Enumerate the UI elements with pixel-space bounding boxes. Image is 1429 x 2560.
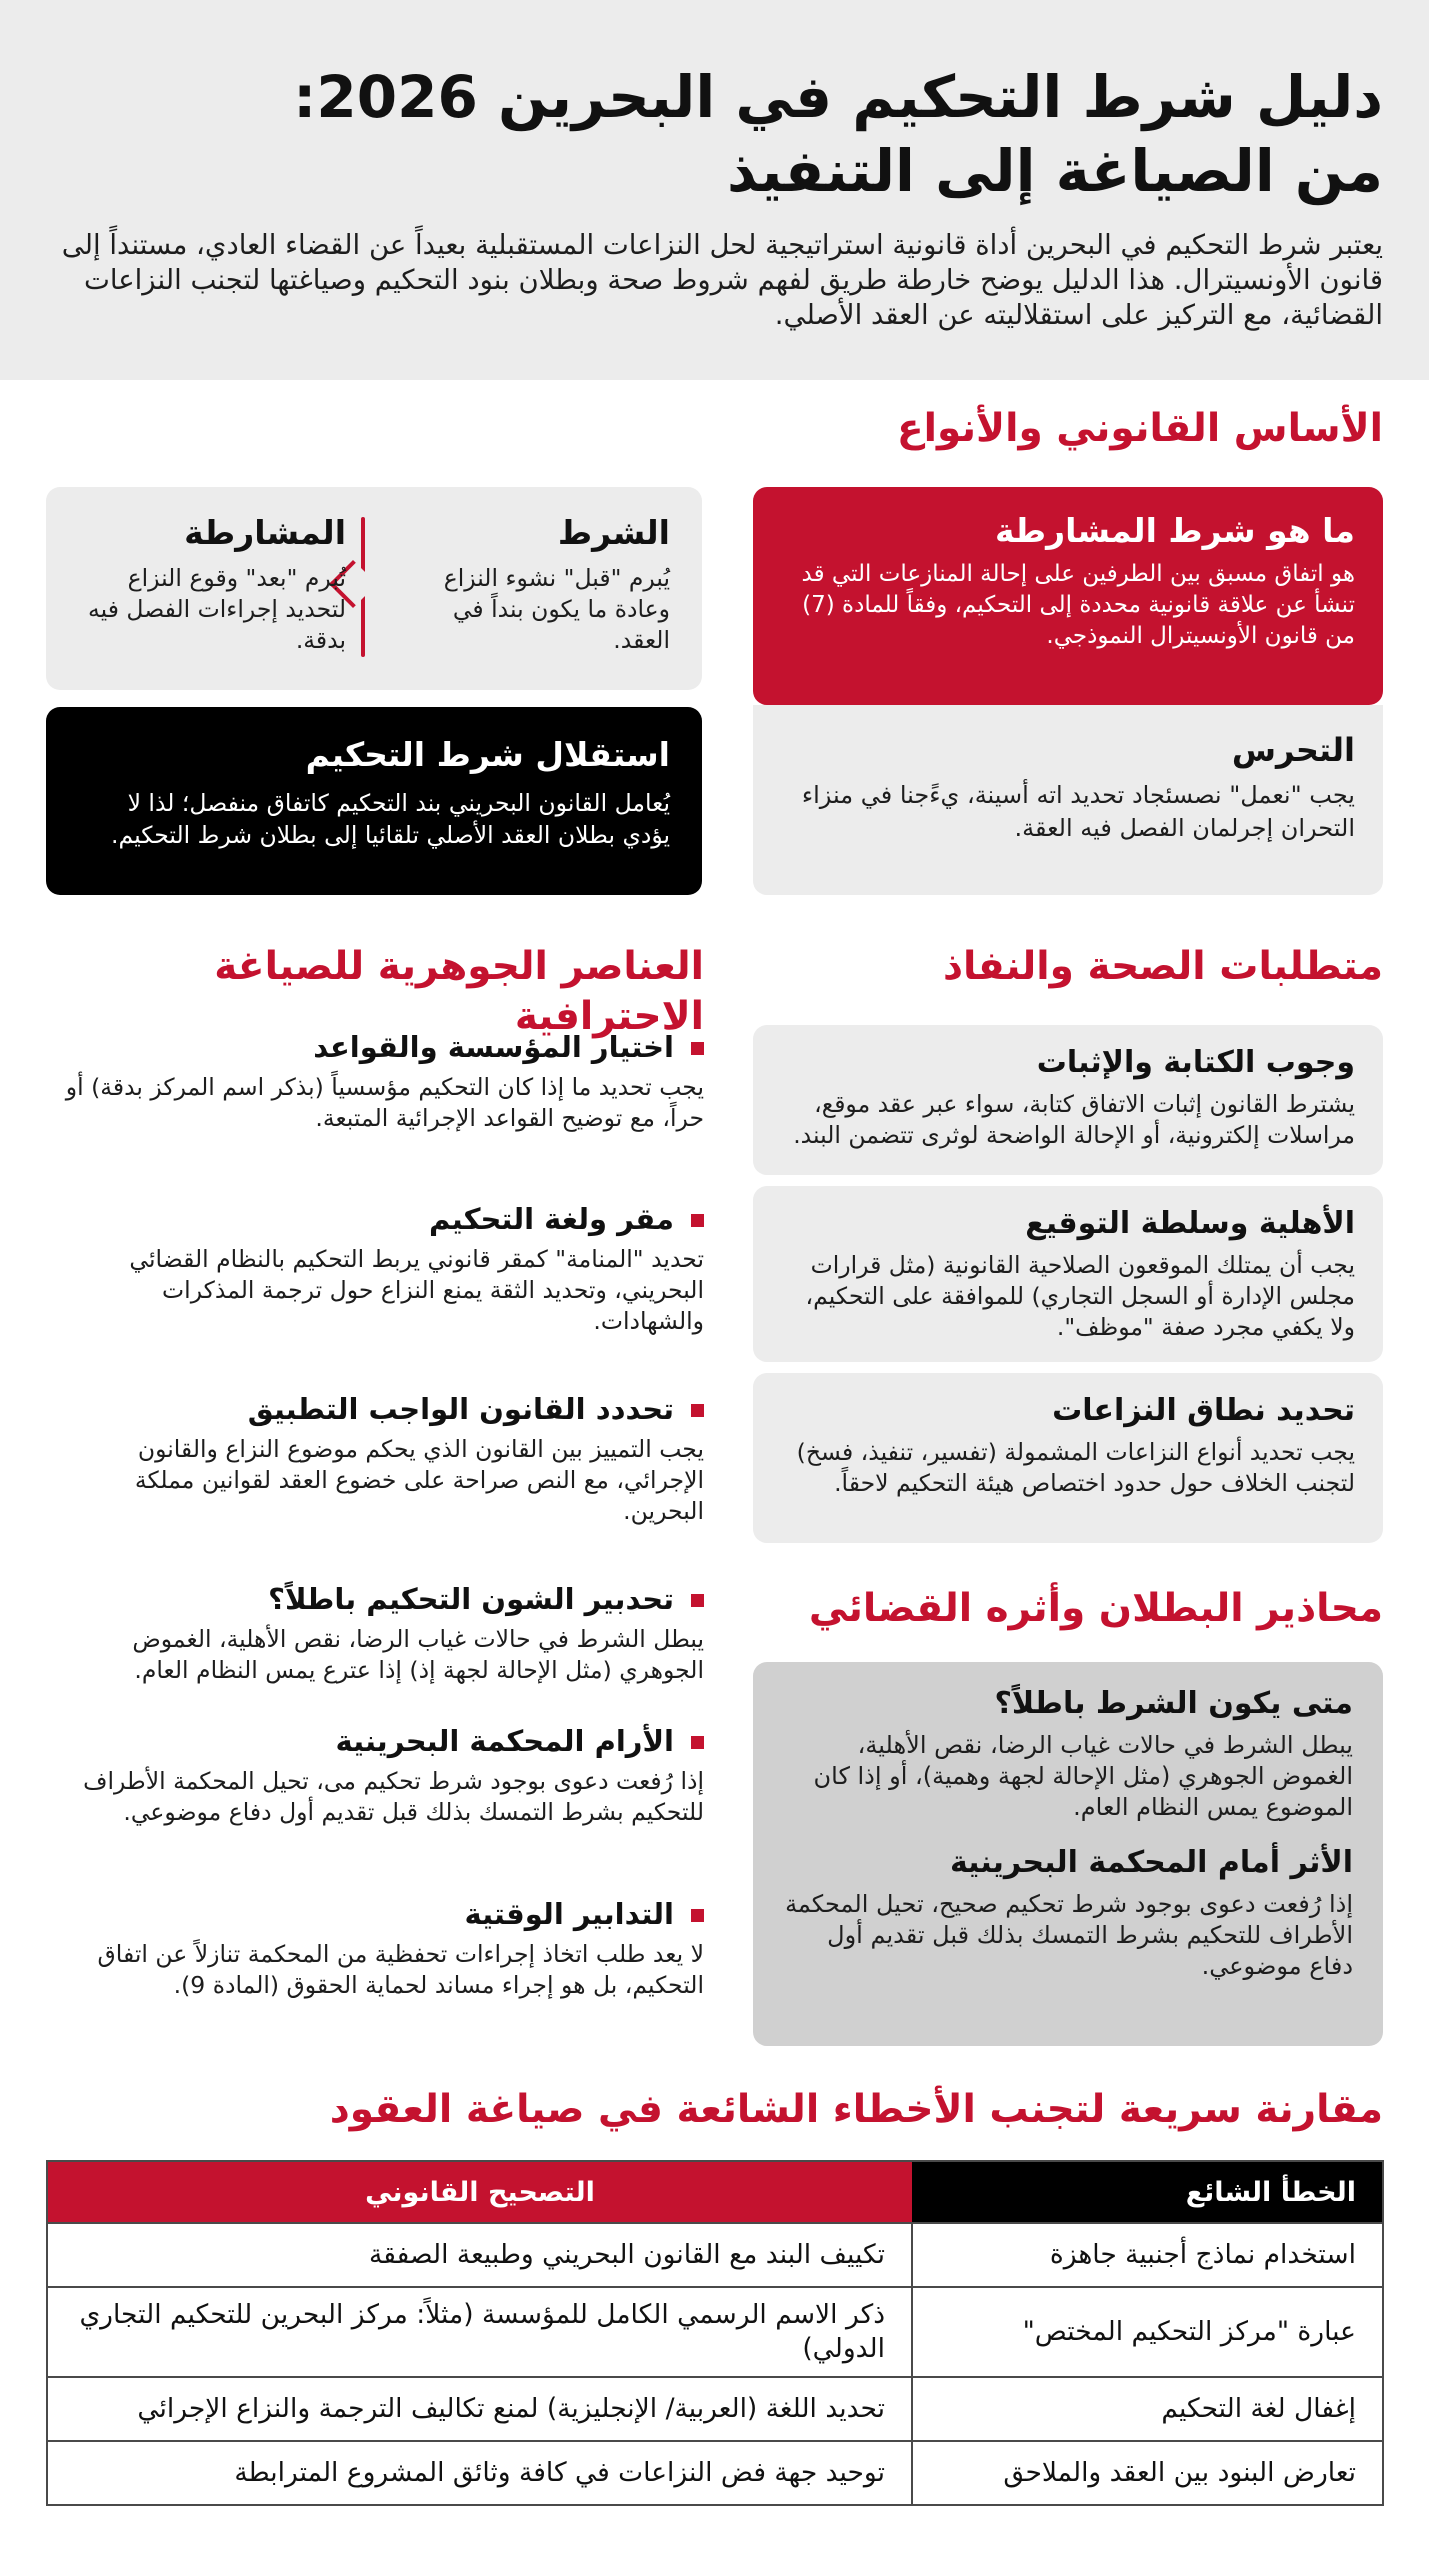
clause-heading: الشرط <box>557 513 670 552</box>
title-line-1: دليل شرط التحكيم في البحرين 2026: <box>293 63 1383 131</box>
clause-text: يُبرم "قبل" نشوء النزاع وعادة ما يكون بنداً في العقد. <box>443 564 670 654</box>
intro-paragraph: يعتبر شرط التحكيم في البحرين أداة قانونية استراتيجية لحل النزاعات المستقبلية بعيداً عن القضاء العادي، مستنداً إلى قانون الأونسيترال. هذا الدليل يوضح خارطة طريق لفهم شروط صحة وبطلان بنود التحكيم وصياغتها لتجنب النزاعات القضائية، مع التركيز على استقلاليته عن العقد الأصلي. <box>61 229 1383 331</box>
element-item <box>64 1895 704 2001</box>
mistake-cell: استخدام نماذج أجنبية جاهزة <box>912 2223 1383 2287</box>
element-text: يجب تحديد ما إذا كان التحكيم مؤسسياً (بذكر اسم المركز بدقة) أو حراً، مع توضيح القواعد الإجرائية المتبعة. <box>65 1073 704 1132</box>
element-text: يجب التمييز بين القانون الذي يحكم موضوع النزاع والقانون الإجرائي، مع النص صراحة على خضوع العقد لقوانين مملكة البحرين. <box>134 1435 704 1525</box>
element-item <box>64 1580 704 1686</box>
mistakes-table <box>46 2160 1384 2506</box>
validity-text: يشترط القانون إثبات الاتفاق كتابة، سواء عبر عقد موقع، مراسلات إلكترونية، أو الإحالة الواضحة لوثرى تتضمن البند. <box>793 1090 1355 1149</box>
submission-text: تُبرم "بعد" وقوع النزاع لتحديد إجراءات الفصل فيه بدقة. <box>88 564 346 654</box>
element-text: يبطل الشرط في حالات غياب الرضا، نقص الأهلية، الغموض الجوهري (مثل الإحالة لجهة إذ) إذا عترع يمس النظام العام. <box>132 1625 704 1684</box>
nullity-title: محاذير البطلان وأثره القضائي <box>808 1586 1383 1631</box>
column-header-fix: التصحيح القانوني <box>47 2161 912 2223</box>
table-row <box>47 2223 1383 2287</box>
harassment-card <box>753 705 1383 895</box>
independence-card <box>46 707 702 895</box>
fix-cell: ذكر الاسم الرسمي الكامل للمؤسسة (مثلاً: مركز البحرين للتحكيم التجاري الدولي) <box>47 2287 912 2377</box>
comparison-table-title: مقارنة سريعة لتجنب الأخطاء الشائعة في صياغة العقود <box>329 2087 1383 2132</box>
harassment-text: يجب "نعمل" نصسئجاد تحديد اته أسينة، يءًجنا في منزاء التحران إجرلمان الفصل فيه العقة. <box>801 781 1355 842</box>
submission-heading: المشارطة <box>184 513 346 552</box>
nullity-text: إذا رُفعت دعوى بوجود شرط تحكيم صحيح، تحيل المحكمة الأطراف للتحكيم بشرط التمسك بذلك قبل تقديم أول دفاع موضوعي. <box>785 1890 1353 1980</box>
fix-cell: تكييف البند مع القانون البحريني وطبيعة الصفقة <box>47 2223 912 2287</box>
page-title <box>43 60 1383 208</box>
table-header-row <box>47 2161 1383 2223</box>
nullity-text: يبطل الشرط في حالات غياب الرضا، نقص الأهلية، الغموض الجوهري (مثل الإحالة لجهة وهمية)، أو إذا كان الموضوع يمس النظام العام. <box>813 1731 1353 1821</box>
element-text: إذا رُفعت دعوى بوجود شرط تحكيم مى، تحيل المحكمة الأطراف للتحكيم بشرط التمسك بذلك قبل تقديم أول دفاع موضوعي. <box>83 1767 704 1826</box>
mistake-cell: عبارة "مركز التحكيم المختص" <box>912 2287 1383 2377</box>
table-row <box>47 2287 1383 2377</box>
clause-column <box>410 511 670 656</box>
validity-heading: تحديد نطاق النزاعات <box>1052 1393 1355 1428</box>
validity-card-writing <box>753 1025 1383 1175</box>
nullity-card <box>753 1662 1383 2046</box>
table-row <box>47 2441 1383 2505</box>
element-heading: الأرام المحكمة البحرينية <box>64 1722 704 1760</box>
element-text: لا يعد طلب اتخاذ إجراءات تحفظية من المحكمة تنازلاً عن اتفاق التحكيم، بل هو إجراء مساند لحماية الحقوق (المادة 9). <box>97 1940 704 1999</box>
element-heading: اختيار المؤسسة والقواعد <box>64 1028 704 1066</box>
element-item <box>64 1200 704 1337</box>
legal-basis-title: الأساس القانوني والأنواع <box>896 406 1383 451</box>
independence-heading: استقلال شرط التحكيم <box>305 735 670 774</box>
validity-title: متطلبات الصحة والنفاذ <box>943 944 1383 989</box>
harassment-heading: التحرس <box>1231 731 1355 769</box>
validity-heading: الأهلية وسلطة التوقيع <box>1025 1206 1355 1241</box>
validity-text: يجب تحديد أنواع النزاعات المشمولة (تفسير، تنفيذ، فسخ) لتجنب الخلاف حول حدود اختصاص هيئة التحكيم لاحقاً. <box>796 1438 1355 1497</box>
column-header-mistake: الخطأ الشائع <box>912 2161 1383 2223</box>
element-item <box>64 1722 704 1828</box>
title-line-2: من الصياغة إلى التنفيذ <box>726 137 1383 205</box>
submission-column <box>76 511 346 656</box>
element-heading: التدابير الوقتية <box>64 1895 704 1933</box>
nullity-heading: الأثر أمام المحكمة البحرينية <box>949 1845 1353 1880</box>
nullity-heading: متى يكون الشرط باطلاً؟ <box>994 1686 1353 1721</box>
element-text: تحديد "المنامة" كمقر قانوني يربط التحكيم بالنظام القضائي البحريني، وتحديد الثقة يمنع النزاع حول ترجمة المذكرات والشهادات. <box>129 1245 704 1335</box>
fix-cell: تحديد اللغة (العربية/ الإنجليزية) لمنع تكاليف الترجمة والنزاع الإجرائي <box>47 2377 912 2441</box>
element-item <box>64 1028 704 1134</box>
elements-title: العناصر الجوهرية للصياغة الاحترافية <box>214 944 704 1039</box>
element-item <box>64 1390 704 1527</box>
independence-text: يُعامل القانون البحريني بند التحكيم كاتفاق منفصل؛ لذا لا يؤدي بطلان العقد الأصلي تلقائيا إلى بطلان شرط التحكيم. <box>111 789 670 849</box>
mistake-cell: تعارض البنود بين العقد والملاحق <box>912 2441 1383 2505</box>
definition-text: هو اتفاق مسبق بين الطرفين على إحالة المنازعات التي قد تنشأ عن علاقة قانونية محددة إلى التحكيم، وفقاً للمادة (7) من قانون الأونسيترال النموذجي. <box>801 561 1355 649</box>
definition-card <box>753 487 1383 705</box>
clause-vs-submission-card <box>46 487 702 690</box>
validity-text: يجب أن يمتلك الموقعون الصلاحية القانونية (مثل قرارات مجلس الإدارة أو السجل التجاري) للموافقة على التحكيم، ولا يكفي مجرد صفة "موظف". <box>805 1251 1355 1341</box>
fix-cell: توحيد جهة فض النزاعات في كافة وثائق المشروع المترابطة <box>47 2441 912 2505</box>
element-heading: مقر ولغة التحكيم <box>64 1200 704 1238</box>
element-heading: تحدبير الشون التحكيم باطلاً؟ <box>64 1580 704 1618</box>
validity-card-scope <box>753 1373 1383 1543</box>
table-row <box>47 2377 1383 2441</box>
mistake-cell: إغفال لغة التحكيم <box>912 2377 1383 2441</box>
definition-heading: ما هو شرط المشارطة <box>994 511 1355 550</box>
element-heading: تحددد القانون الواجب التطبيق <box>64 1390 704 1428</box>
validity-card-capacity <box>753 1186 1383 1362</box>
validity-heading: وجوب الكتابة والإثبات <box>1036 1045 1355 1080</box>
